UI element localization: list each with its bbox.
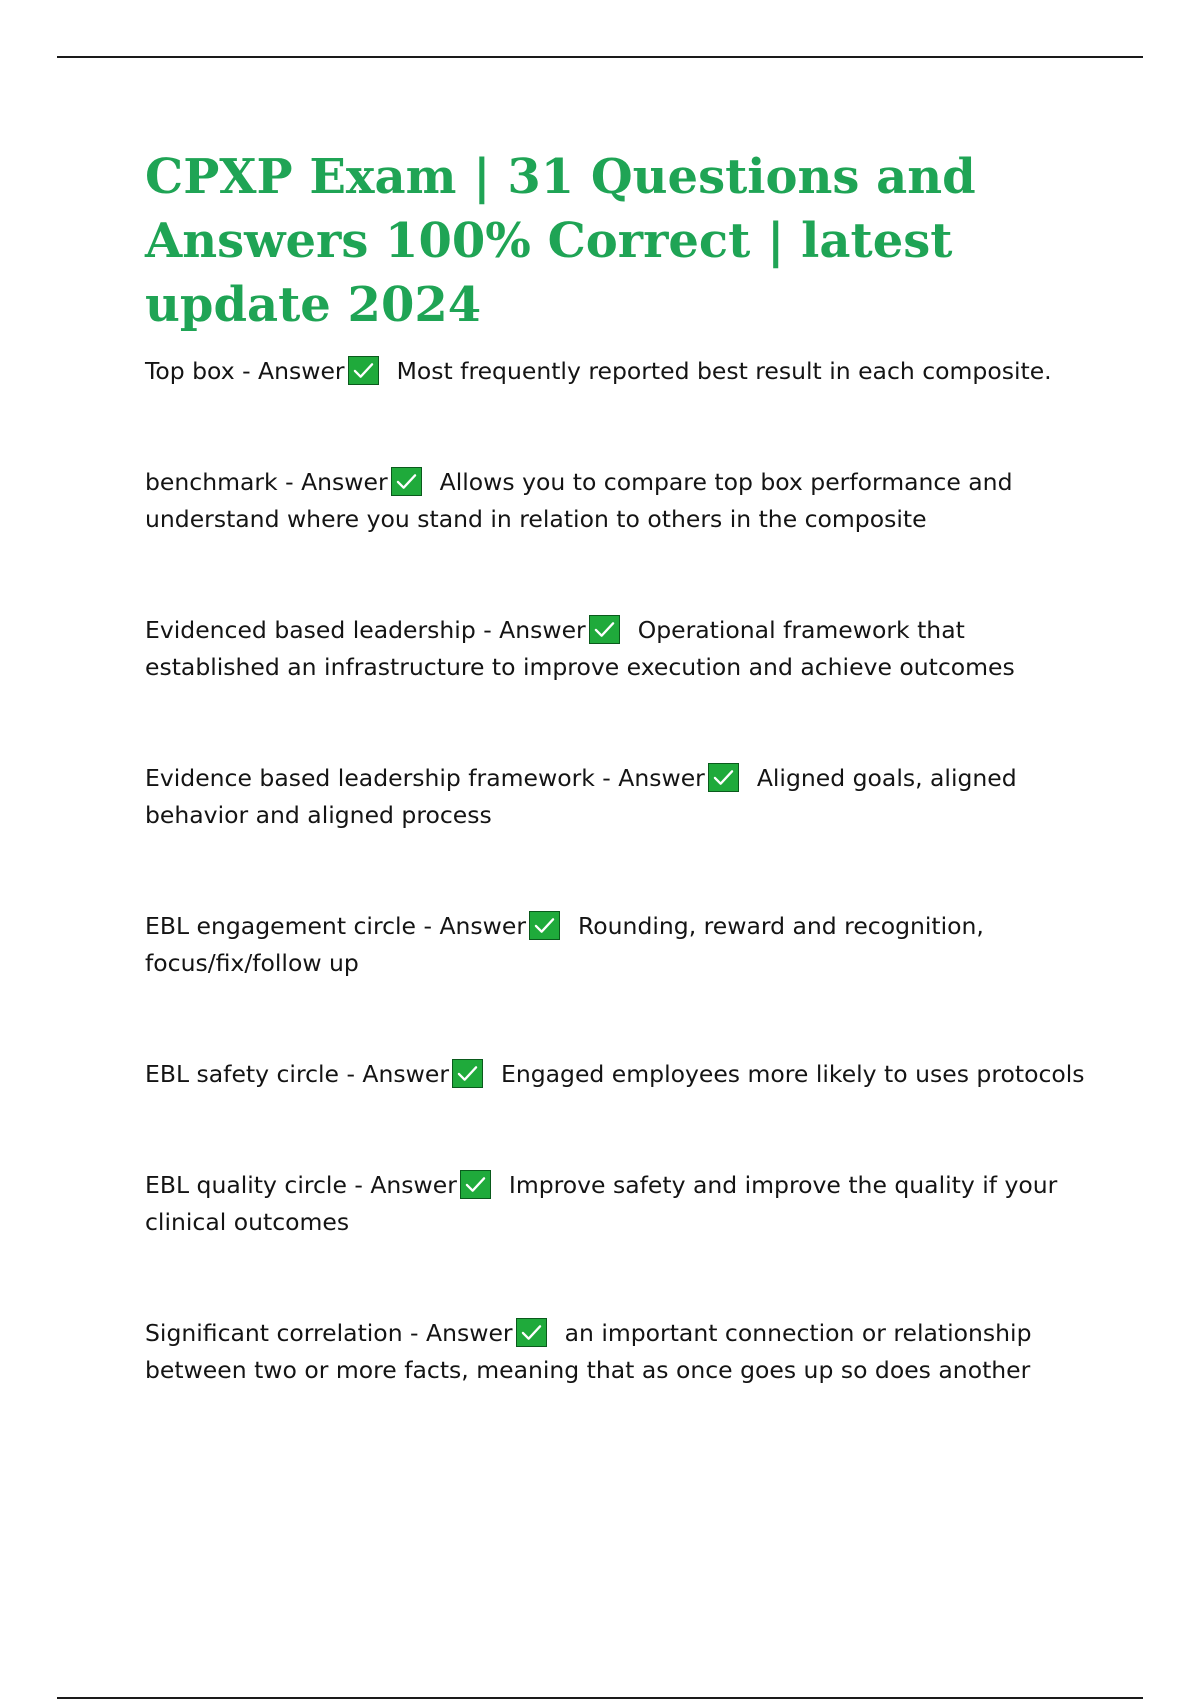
qa-item	[145, 1167, 1095, 1241]
qa-term: EBL engagement circle -	[145, 912, 440, 940]
answer-label: Answer	[499, 616, 586, 644]
header-rule	[57, 56, 1143, 58]
qa-item	[145, 612, 1095, 686]
document-title: CPXP Exam | 31 Questions and Answers 100% Correct | latest update 2024	[145, 149, 976, 333]
qa-term: EBL safety circle -	[145, 1060, 363, 1088]
check-mark-icon	[460, 1170, 491, 1199]
qa-term: Top box -	[145, 357, 259, 385]
qa-item	[145, 464, 1095, 538]
qa-item	[145, 908, 1095, 982]
check-mark-icon	[516, 1318, 547, 1347]
check-mark-icon	[708, 763, 739, 792]
qa-answer: Most frequently reported best result in each composite.	[396, 357, 1052, 385]
answer-label: Answer	[618, 764, 705, 792]
check-mark-icon	[529, 911, 560, 940]
answer-label: Answer	[362, 1060, 449, 1088]
qa-list	[145, 353, 1095, 1389]
qa-answer: Engaged employees more likely to uses protocols	[500, 1060, 1085, 1088]
qa-answer: an important connection or relationship between two or more facts, meaning that as once goes up so does another	[145, 1319, 1032, 1384]
answer-label: Answer	[370, 1171, 457, 1199]
footer-rule	[57, 1697, 1143, 1699]
check-mark-icon	[348, 356, 379, 385]
check-mark-icon	[391, 467, 422, 496]
answer-label: Answer	[258, 357, 345, 385]
qa-term: Evidence based leadership framework -	[145, 764, 619, 792]
document-body	[145, 145, 1095, 1389]
qa-term: Evidenced based leadership -	[145, 616, 500, 644]
check-mark-icon	[589, 615, 620, 644]
qa-answer: Operational framework that established an infrastructure to improve execution and achieve outcomes	[145, 616, 1015, 681]
qa-term: Significant correlation -	[145, 1319, 427, 1347]
answer-label: Answer	[439, 912, 526, 940]
qa-item	[145, 760, 1095, 834]
qa-item	[145, 353, 1095, 390]
qa-term: EBL quality circle -	[145, 1171, 371, 1199]
qa-answer: Allows you to compare top box performance and understand where you stand in relation to others in the composite	[145, 468, 1013, 533]
qa-item	[145, 1056, 1095, 1093]
qa-answer: Improve safety and improve the quality if your clinical outcomes	[145, 1171, 1058, 1236]
answer-label: Answer	[301, 468, 388, 496]
qa-answer: Aligned goals, aligned behavior and aligned process	[145, 764, 1017, 829]
qa-answer: Rounding, reward and recognition, focus/fix/follow up	[145, 912, 984, 977]
qa-item	[145, 1315, 1095, 1389]
answer-label: Answer	[426, 1319, 513, 1347]
check-mark-icon	[452, 1059, 483, 1088]
qa-term: benchmark -	[145, 468, 302, 496]
